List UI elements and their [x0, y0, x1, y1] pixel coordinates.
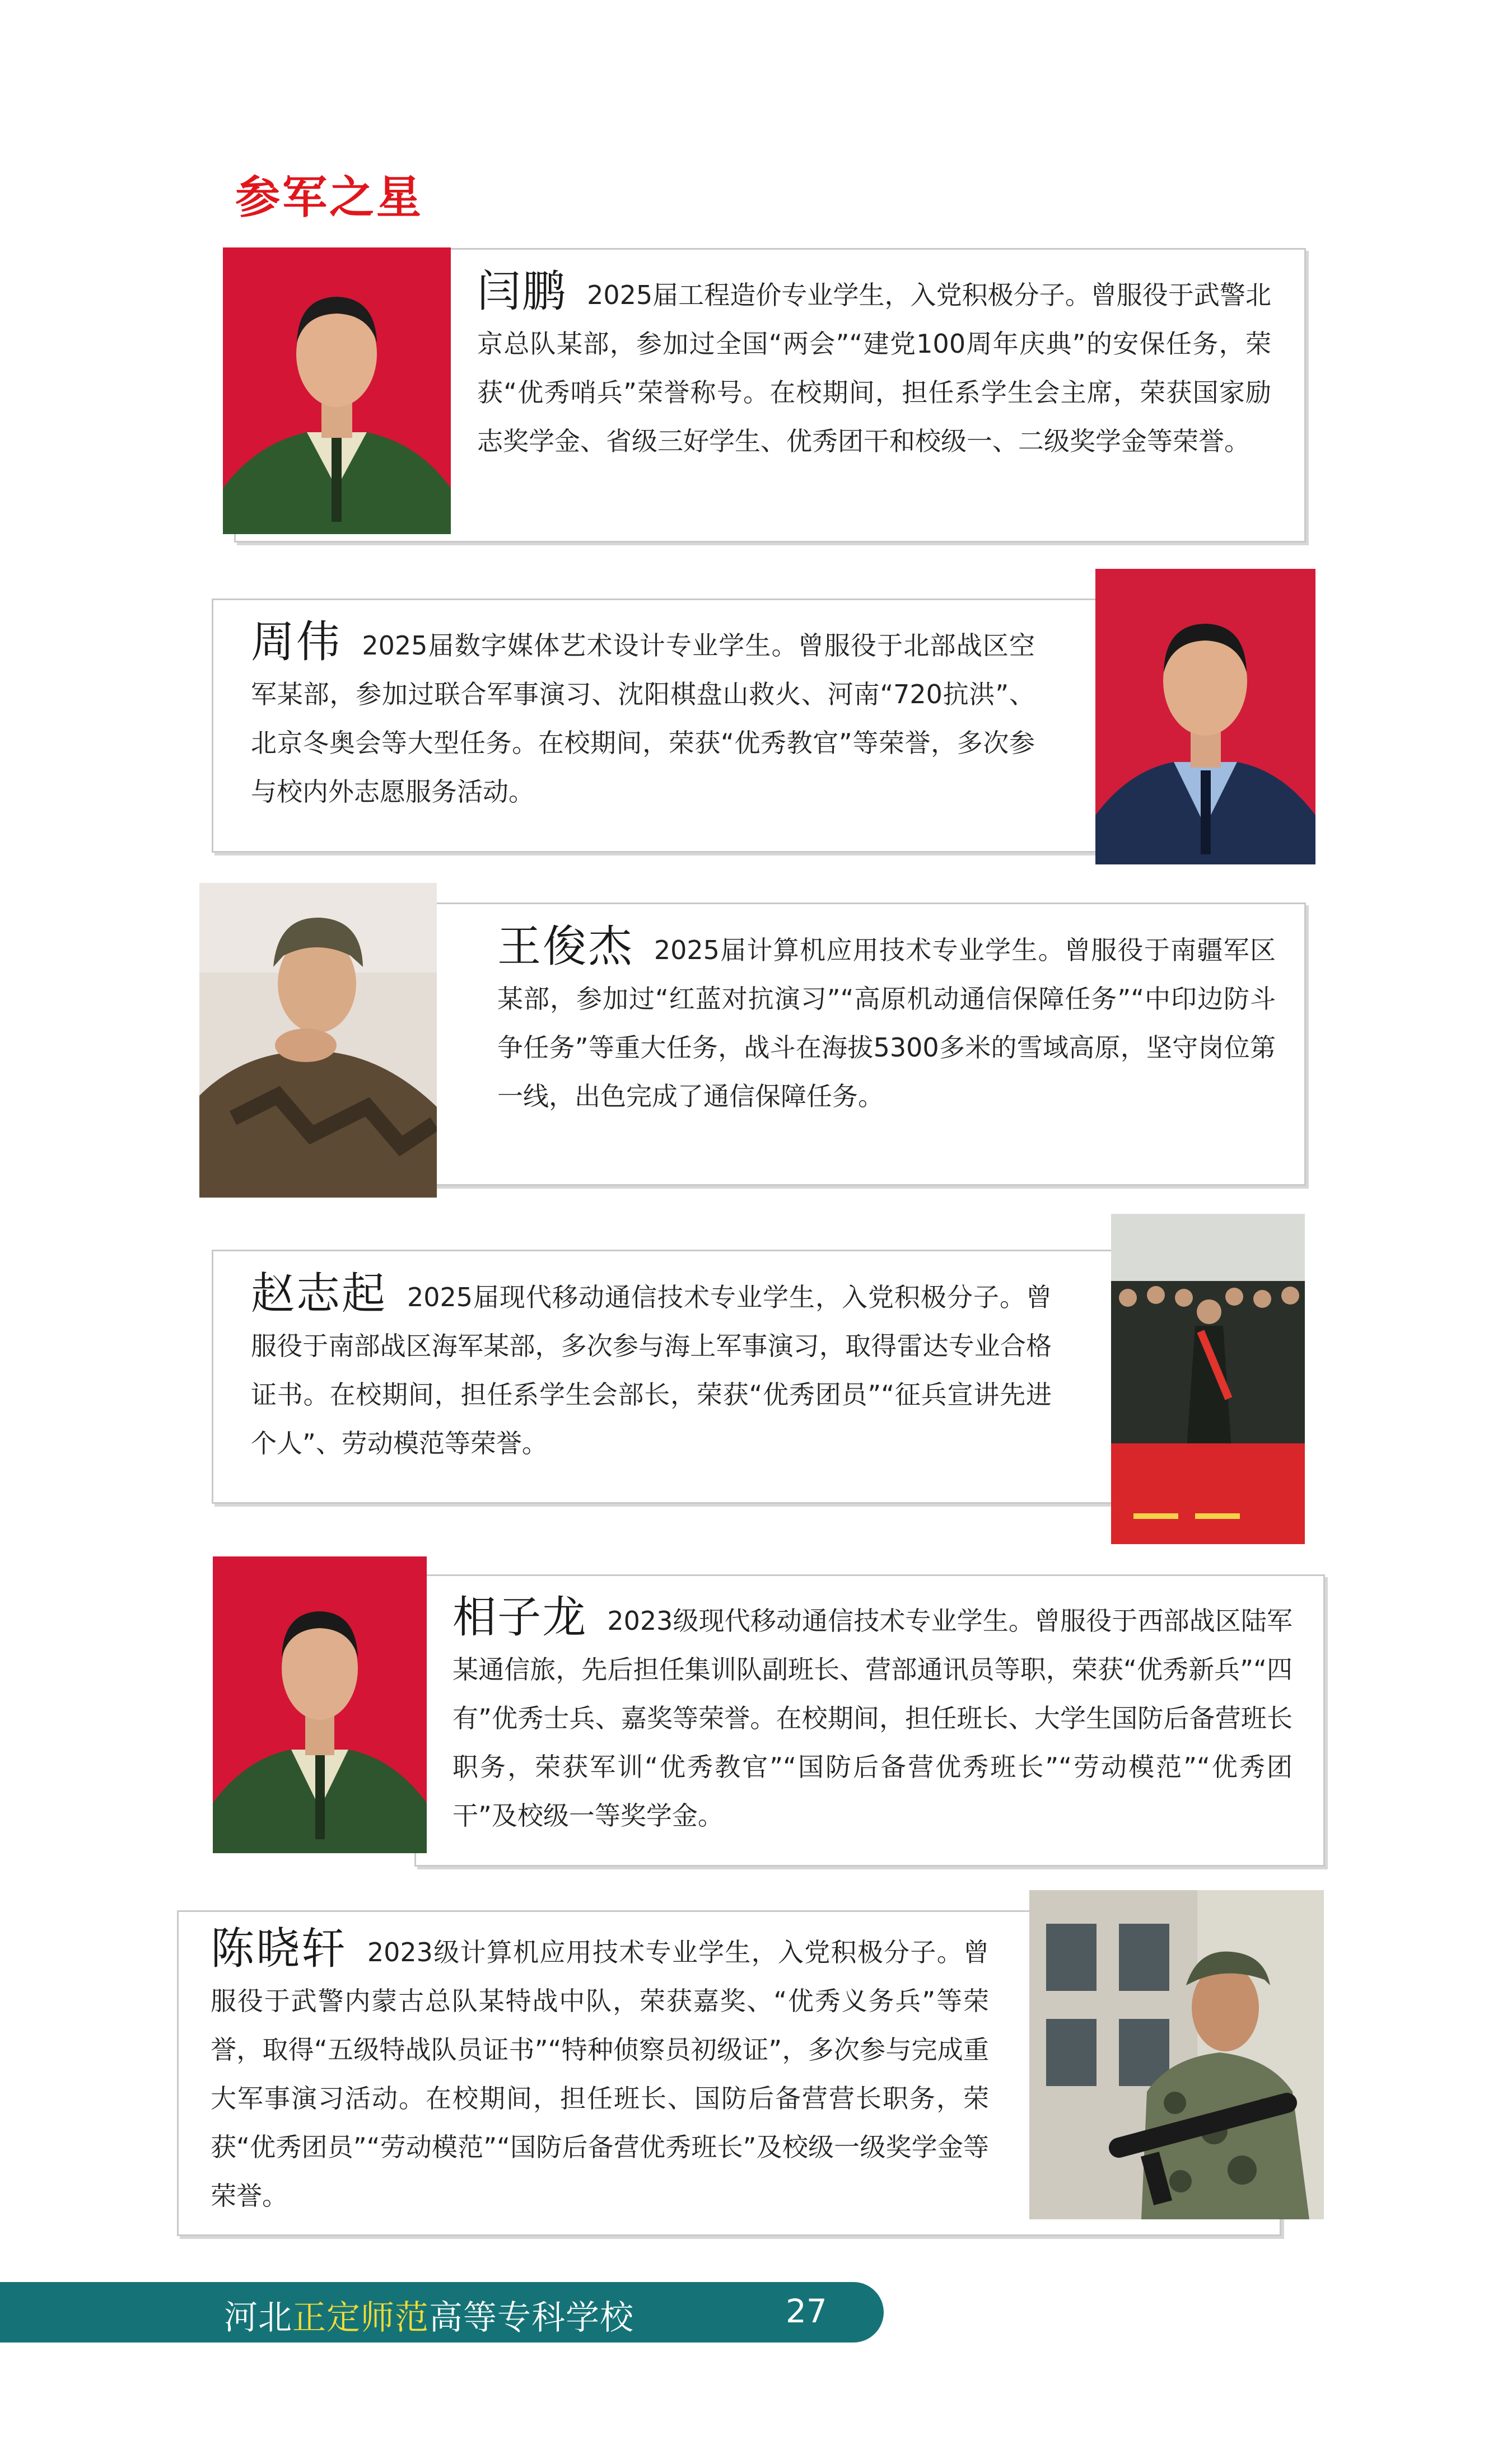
page-number: 27 — [786, 2292, 827, 2330]
profile-photo-5 — [213, 1556, 427, 1853]
profile-text-6 — [211, 1925, 989, 2220]
profile-photo-3 — [199, 883, 437, 1198]
soldier-with-rifle-icon — [1029, 1890, 1324, 2219]
profile-photo-6 — [1029, 1890, 1324, 2219]
profile-name-5: 相子龙 — [452, 1592, 587, 1643]
profile-name-2: 周伟 — [251, 617, 342, 667]
profile-bio-4: 2025届现代移动通信技术专业学生，入党积极分子。曾服役于南部战区海军某部，多次参与海上军事演习，取得雷达专业合格证书。在校期间，担任系学生会部长，荣获“优秀团员”“征兵宣讲先进个人”、劳动模范等荣誉。 — [251, 1282, 1052, 1458]
section-title: 参军之星 — [235, 171, 423, 223]
soldier-portrait-red-bg-icon — [223, 247, 451, 534]
soldier-portrait-camouflage-icon — [199, 883, 437, 1198]
profile-photo-1 — [223, 247, 451, 534]
footer-school-part3: 高等专科学校 — [429, 2298, 634, 2337]
profile-name-3: 王俊杰 — [497, 922, 634, 972]
footer-school-part1: 河北 — [224, 2298, 292, 2337]
profile-bio-2: 2025届数字媒体艺术设计专业学生。曾服役于北部战区空军某部，参加过联合军事演习、沈阳棋盘山救火、河南“720抗洪”、北京冬奥会等大型任务。在校期间，荣获“优秀教官”等荣誉，多次参与校内外志愿服务活动。 — [251, 630, 1035, 807]
profile-name-1: 闫鹏 — [477, 266, 567, 317]
profile-bio-1: 2025届工程造价专业学生，入党积极分子。曾服役于武警北京总队某部，参加过全国“两会”“建党100周年庆典”的安保任务，荣获“优秀哨兵”荣誉称号。在校期间，担任系学生会主席，荣获国家励志奖学金、省级三好学生、优秀团干和校级一、二级奖学金等荣誉。 — [477, 280, 1271, 456]
profile-bio-5: 2023级现代移动通信技术专业学生。曾服役于西部战区陆军某通信旅，先后担任集训队副班长、营部通讯员等职，荣获“优秀新兵”“四有”优秀士兵、嘉奖等荣誉。在校期间，担任班长、大学生国防后备营班长职务，荣获军训“优秀教官”“国防后备营优秀班长”“劳动模范”“优秀团干”及校级一等奖学金。 — [452, 1606, 1293, 1831]
footer-school-highlight: 正定师范 — [292, 2298, 429, 2337]
footer-school-name — [224, 2291, 634, 2339]
soldier-portrait-red-bg-icon — [213, 1556, 427, 1853]
profile-name-6: 陈晓轩 — [211, 1924, 347, 1974]
profile-bio-3: 2025届计算机应用技术专业学生。曾服役于南疆军区某部，参加过“红蓝对抗演习”“高原机动通信保障任务”“中印边防斗争任务”等重大任务，战斗在海拔5300多米的雪域高原，坚守岗位第一线，出色完成了通信保障任务。 — [497, 935, 1276, 1111]
profile-text-5 — [452, 1593, 1293, 1840]
profile-name-4: 赵志起 — [251, 1269, 387, 1319]
profile-text-1 — [477, 268, 1271, 466]
profile-text-3 — [497, 923, 1276, 1121]
soldier-portrait-airforce-icon — [1095, 569, 1315, 864]
profile-bio-6: 2023级计算机应用技术专业学生，入党积极分子。曾服役于武警内蒙古总队某特战中队，荣获嘉奖、“优秀义务兵”等荣誉，取得“五级特战队员证书”“特种侦察员初级证”，多次参与完成重大军事演习活动。在校期间，担任班长、国防后备营营长职务，荣获“优秀团员”“劳动模范”“国防后备营优秀班长”及校级一级奖学金等荣誉。 — [211, 1937, 989, 2211]
profile-text-4 — [251, 1270, 1052, 1468]
profile-photo-2 — [1095, 569, 1315, 864]
profile-text-2 — [251, 618, 1035, 816]
soldiers-group-photo-icon — [1111, 1214, 1305, 1544]
profile-photo-4 — [1111, 1214, 1305, 1544]
